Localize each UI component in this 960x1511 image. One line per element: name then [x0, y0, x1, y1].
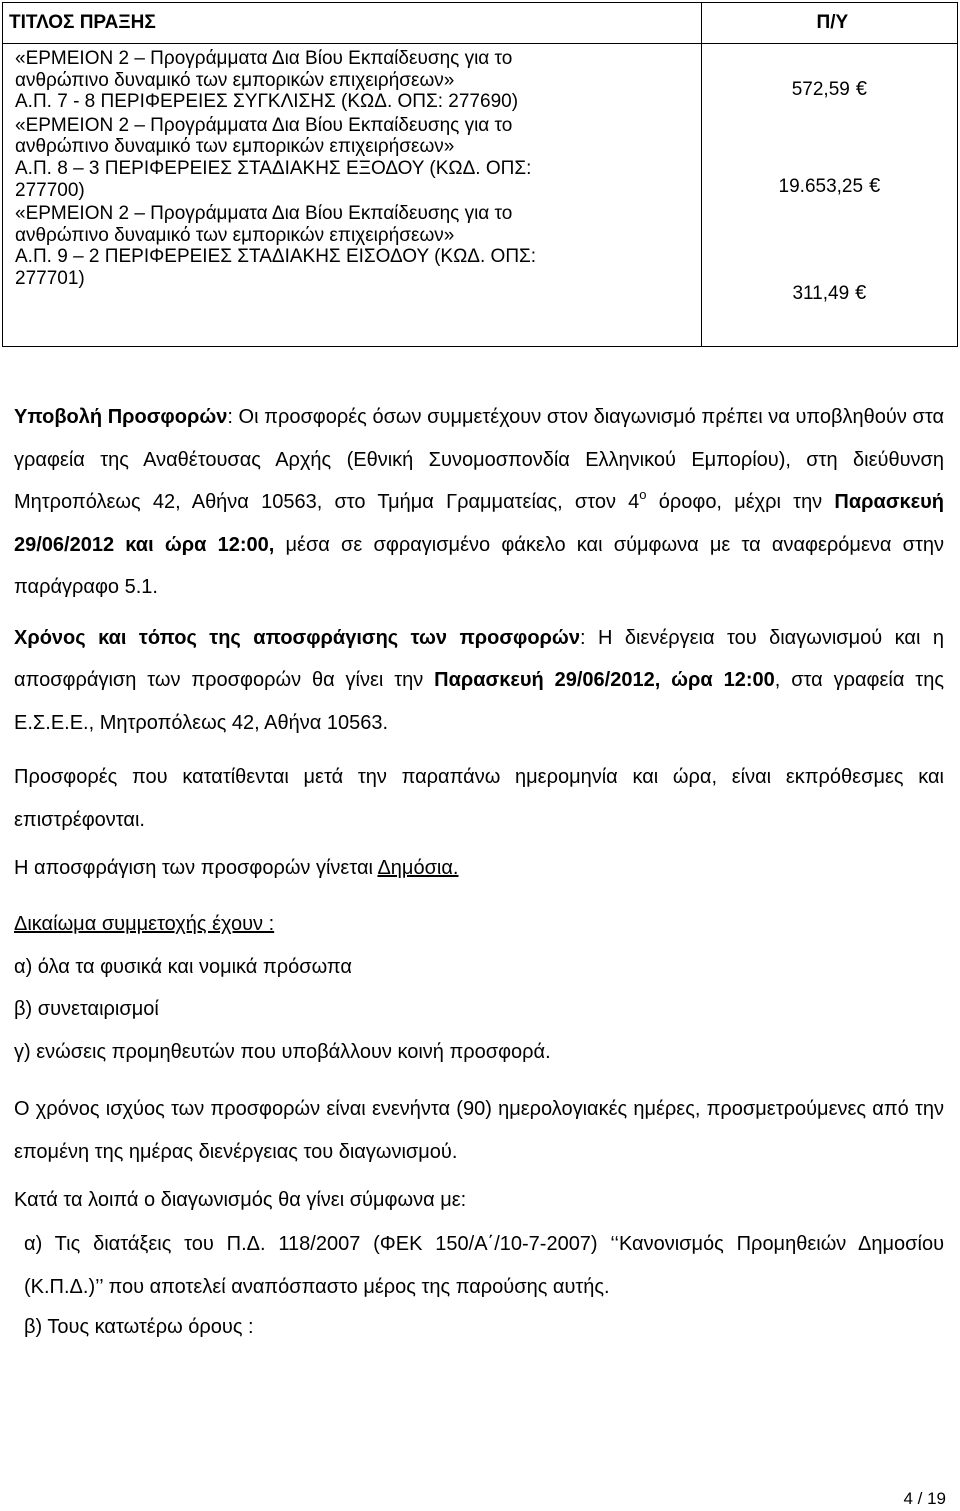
terms-item-a: α) Τις διατάξεις του Π.Δ. 118/2007 (ΦΕΚ 150/Α΄/10-7-2007) ‘‘Κανονισμός Προμηθειών Δημοσίου (Κ.Π.Δ.)’’ που αποτελεί αναπόσπαστο μέρος της παρούσης αυτής.	[24, 1233, 944, 1298]
header-amount: Π/Υ	[701, 3, 957, 44]
program-amounts-cell	[701, 44, 957, 347]
euro-icon: €	[869, 175, 881, 197]
late-offers-paragraph: Προσφορές που κατατίθενται μετά την παραπάνω ημερομηνία και ώρα, είναι εκπρόθεσμες και επιστρέφονται.	[14, 766, 944, 831]
program-title-1: «ΕΡΜΕΙΟΝ 2 – Προγράμματα Δια Βίου Εκπαίδευσης για το ανθρώπινο δυναμικό των εμπορικών επιχειρήσεων» Α.Π. 7 - 8 ΠΕΡΙΦΕΡΕΙΕΣ ΣΥΓΚΛΙΣΗΣ (ΚΩΔ. ΟΠΣ: 277690)	[15, 48, 519, 113]
program-title-3: «ΕΡΜΕΙΟΝ 2 – Προγράμματα Δια Βίου Εκπαίδευσης για το ανθρώπινο δυναμικό των εμπορικών επιχειρήσεων» Α.Π. 9 – 2 ΠΕΡΙΦΕΡΕΙΕΣ ΣΤΑΔΙΑΚΗΣ ΕΙΣΟΔΟΥ (ΚΩΔ. ΟΠΣ: 277701)	[15, 203, 537, 289]
budget-table	[2, 2, 958, 347]
eligibility-heading: Δικαίωμα συμμετοχής έχουν :	[14, 913, 275, 935]
page-number: 4 / 19	[903, 1489, 946, 1508]
public-emphasis: Δημόσια.	[377, 857, 459, 879]
opening-label: Χρόνος και τόπος της αποσφράγισης των προσφορών	[14, 626, 580, 649]
submission-paragraph: Υποβολή Προσφορών: Οι προσφορές όσων συμμετέχουν στον διαγωνισμό πρέπει να υποβληθούν στα γραφεία της Αναθέτουσας Αρχής (Εθνική Συνομοσπονδία Ελληνικού Εμπορίου), στη διεύθυνση Μητροπόλεως 42, Αθήνα 10563, στο Τμήμα Γραμματείας, στον $4^o$ όροφο, μέχρι την Παρασκευή 29/06/2012 και ώρα 12:00, μέσα σε σφραγισμένο φάκελο και σύμφωνα με τα αναφερόμενα στην παράγραφο 5.1.	[14, 406, 945, 598]
table-row	[3, 44, 958, 347]
program-title-2: «ΕΡΜΕΙΟΝ 2 – Προγράμματα Δια Βίου Εκπαίδευσης για το ανθρώπινο δυναμικό των εμπορικών επιχειρήσεων» Α.Π. 8 – 3 ΠΕΡΙΦΕΡΕΙΕΣ ΣΤΑΔΙΑΚΗΣ ΕΞΟΔΟΥ (ΚΩΔ. ΟΠΣ: 277700)	[15, 114, 532, 201]
table-header-row	[3, 3, 958, 44]
submission-deadline: Παρασκευή 29/06/2012 και ώρα 12:00,	[14, 491, 944, 556]
opening-date: Παρασκευή 29/06/2012, ώρα 12:00	[434, 669, 775, 691]
amount-1: 572,59 €	[791, 78, 867, 100]
program-titles-cell	[3, 44, 702, 347]
amount-3: 311,49 €	[792, 282, 867, 304]
document-body	[14, 396, 944, 1340]
eligibility-item-b: β) συνεταιρισμοί	[14, 998, 159, 1020]
opening-paragraph: Χρόνος και τόπος της αποσφράγισης των προσφορών: Η διενέργεια του διαγωνισμού και η αποσφράγιση των προσφορών θα γίνει την Παρασκευή 29/06/2012, ώρα 12:00, στα γραφεία της Ε.Σ.Ε.Ε., Μητροπόλεως 42, Αθήνα 10563.	[14, 626, 945, 734]
public-opening-paragraph: Η αποσφράγιση των προσφορών γίνεται Δημόσια.	[14, 857, 459, 879]
terms-item-b: β) Τους κατωτέρω όρους :	[24, 1316, 254, 1338]
terms-intro: Κατά τα λοιπά ο διαγωνισμός θα γίνει σύμφωνα με:	[14, 1189, 467, 1211]
amount-2: 19.653,25 €	[778, 175, 881, 197]
euro-icon: €	[855, 78, 867, 100]
eligibility-item-a: α) όλα τα φυσικά και νομικά πρόσωπα	[14, 956, 352, 978]
header-title: ΤΙΤΛΟΣ ΠΡΑΞΗΣ	[3, 3, 702, 44]
euro-icon: €	[855, 282, 867, 304]
validity-paragraph: Ο χρόνος ισχύος των προσφορών είναι ενενήντα (90) ημερολογιακές ημέρες, προσμετρούμενες από την επομένη της ημέρας διενέργειας του διαγωνισμού.	[14, 1098, 944, 1163]
submission-label: Υποβολή Προσφορών	[14, 406, 228, 428]
eligibility-item-c: γ) ενώσεις προμηθευτών που υποβάλλουν κοινή προσφορά.	[14, 1041, 551, 1063]
